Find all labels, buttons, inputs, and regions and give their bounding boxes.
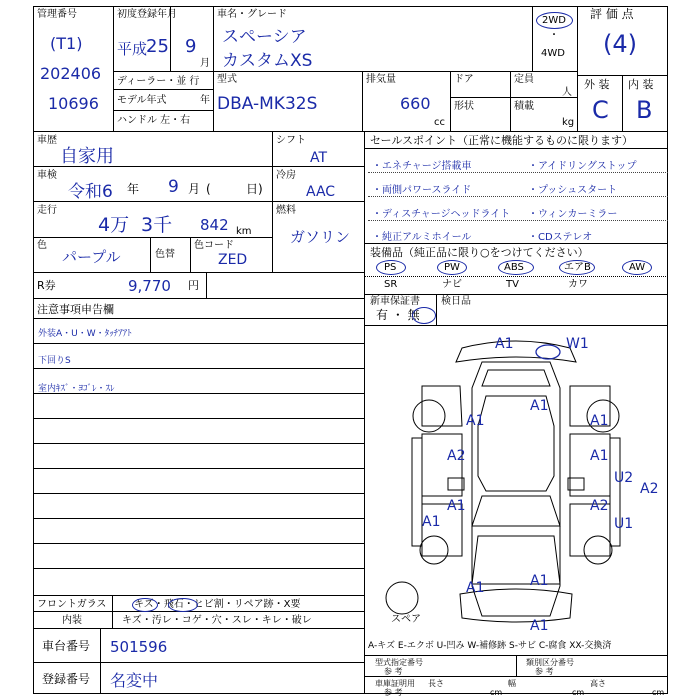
damage-mark-left-front-door: A1 xyxy=(447,498,466,514)
handle-label: ハンドル 左・右 xyxy=(117,115,191,126)
glass-circle-tobiishi xyxy=(168,598,198,612)
glass-circle-kizu xyxy=(132,598,158,612)
top-divider xyxy=(33,131,668,132)
kanri-value-1: (T1) xyxy=(50,34,83,53)
damage-mark-right-fender: U1 xyxy=(614,516,634,532)
soko-label: 走行 xyxy=(37,205,57,216)
equip-kawa: カワ xyxy=(568,279,588,290)
teiin-label: 定員 xyxy=(514,74,534,85)
interior-label: 内装 xyxy=(62,615,82,626)
sekisai-label: 積載 xyxy=(514,101,534,112)
dealer-label: ディーラー・並 行 xyxy=(117,76,200,87)
naiso-label: 内 装 xyxy=(628,78,654,91)
damage-mark-right-sill: A2 xyxy=(640,481,659,497)
sales-point: ・CDステレオ xyxy=(528,232,593,243)
keijo-label: 形状 xyxy=(454,101,474,112)
rken-unit: 円 xyxy=(188,279,199,292)
shaken-label: 車検 xyxy=(37,170,57,181)
sales-point: ・純正アルミホイール xyxy=(372,232,472,243)
haba-label: 幅 xyxy=(508,679,516,688)
soko-man: 4万 xyxy=(98,214,130,236)
note-line-2: 下回りS xyxy=(38,356,71,366)
color-code: ZED xyxy=(218,252,248,268)
haikiryo-label: 排気量 xyxy=(366,74,396,85)
equip-pw: PW xyxy=(444,262,460,273)
sales-point: ・プッシュスタート xyxy=(528,185,618,196)
kanri-label: 管理番号 xyxy=(37,9,77,20)
equip-airb: エアB xyxy=(564,262,591,273)
haikiryo: 660 xyxy=(400,94,431,113)
sales-point: ・両側パワースライド xyxy=(372,185,472,196)
equip-sr: SR xyxy=(384,279,398,290)
shift: AT xyxy=(310,150,328,166)
sanko-3: 参 考 xyxy=(384,688,403,697)
irogae-label: 色替 xyxy=(155,249,175,260)
damage-legend: A-キズ E-エクボ U-凹み W-補修跡 S-サビ C-腐食 XX-交換済 xyxy=(368,641,612,651)
katashiki: DBA-MK32S xyxy=(217,94,318,114)
hyoka-label: 評 価 点 xyxy=(590,7,634,21)
shodo-label: 初度登録年月 xyxy=(117,9,177,20)
damage-mark-rear-gate: W1 xyxy=(566,336,589,352)
warranty-label: 新車保証書 xyxy=(370,296,420,307)
rken: 9,770 xyxy=(128,277,171,295)
shaken-nen: 年 xyxy=(127,182,140,196)
sales-title: セールスポイント（正常に機能するものに限ります） xyxy=(370,134,634,147)
equip-ps: PS xyxy=(384,262,397,273)
chassis: 501596 xyxy=(110,638,168,656)
warranty-value: 有 ・ 無 xyxy=(376,308,420,322)
name-line2: カスタムXS xyxy=(222,51,313,71)
shareki: 自家用 xyxy=(60,146,114,167)
note-line-1: 外装A・U・W・ﾀｯﾁｱｱﾄ xyxy=(38,329,132,339)
rken-label: R券 xyxy=(37,279,56,292)
equip-aw: AW xyxy=(629,262,646,273)
equip-abs: ABS xyxy=(504,262,524,273)
shaken-month: 9 xyxy=(168,177,179,197)
front-glass-label: フロントガラス xyxy=(37,599,107,610)
damage-mark-left-door: A2 xyxy=(447,448,466,464)
shamei-label: 車名・グレード xyxy=(217,9,287,20)
warranty-circle xyxy=(412,307,436,324)
spare-label: スペア xyxy=(391,614,421,625)
damage-mark-left-sill: A1 xyxy=(422,514,441,530)
nenryo-label: 燃料 xyxy=(276,205,296,216)
sales-point: ・アイドリングストップ xyxy=(528,161,637,172)
damage-mark-right-door-a: A1 xyxy=(590,448,609,464)
equip-tv: TV xyxy=(506,279,519,290)
teiin-unit: 人 xyxy=(562,87,572,98)
ruibetsu-label: 類別区分番号 xyxy=(526,658,574,667)
damage-mark-roof: A1 xyxy=(530,398,549,414)
shaken-day-paren: ( xyxy=(206,182,211,196)
shareki-label: 車歴 xyxy=(37,135,57,146)
damage-mark-left-rear: A1 xyxy=(466,413,485,429)
year: 25 xyxy=(146,36,169,57)
shift-label: シフト xyxy=(276,135,306,146)
model-year-label: モデル年式 xyxy=(117,95,167,106)
shaken-day: 日) xyxy=(246,182,263,196)
nenryo: ガソリン xyxy=(290,228,351,246)
sales-point: ・ディスチャージヘッドライト xyxy=(372,209,511,220)
cc-unit: cc xyxy=(434,117,445,128)
katashiki-shitei-label: 型式指定番号 xyxy=(375,658,423,667)
damage-mark-right-rear: A1 xyxy=(590,413,609,429)
iro-label: 色 xyxy=(37,240,47,251)
iro: パープル xyxy=(62,248,121,266)
damage-mark-right-front-door: A2 xyxy=(590,498,609,514)
damage-mark-hood: A1 xyxy=(530,573,549,589)
drive-dot: ・ xyxy=(549,30,559,41)
cm-2: cm xyxy=(572,688,585,697)
shaken-era: 令和6 xyxy=(68,182,113,202)
notes-title: 注意事項申告欄 xyxy=(37,303,114,316)
era: 平成 xyxy=(117,40,148,58)
equipment-title: 装備品（純正品に限り○をつけてください） xyxy=(370,246,589,259)
reibo: AAC xyxy=(306,184,336,200)
damage-mark-left-fender: A1 xyxy=(466,580,485,596)
chassis-label: 車台番号 xyxy=(42,639,91,653)
equip-navi: ナビ xyxy=(442,279,462,290)
soko-unit: km xyxy=(236,226,252,237)
drive-2wd: 2WD xyxy=(542,15,566,26)
drive-4wd: 4WD xyxy=(541,48,565,59)
sales-point: ・ウィンカーミラー xyxy=(528,209,618,220)
naiso-grade: B xyxy=(636,96,653,124)
reibo-label: 冷房 xyxy=(276,170,296,181)
damage-mark-front-bumper: A1 xyxy=(530,618,549,634)
score: (4) xyxy=(603,30,637,58)
name-line1: スペーシア xyxy=(222,27,307,47)
reg-label: 登録番号 xyxy=(42,672,91,686)
cm-3: cm xyxy=(652,688,665,697)
front-glass-value: キズ・飛石・ヒビ割・リペア跡・X要 xyxy=(134,599,301,610)
kanri-value-3: 10696 xyxy=(48,94,99,113)
soko-sen: 3千 xyxy=(141,214,173,236)
model-year-unit: 年 xyxy=(200,95,210,106)
damage-mark-rear-bumper: A1 xyxy=(495,336,514,352)
katashiki-label: 型式 xyxy=(217,74,237,85)
gaiso-label: 外 装 xyxy=(584,78,610,91)
month-unit: 月 xyxy=(200,58,210,69)
reg: 名変中 xyxy=(110,671,159,690)
sanko-2: 参 考 xyxy=(535,667,554,676)
vehicle-label: 検日品 xyxy=(441,296,471,307)
nagasa-label: 長さ xyxy=(428,679,444,688)
door-label: ドア xyxy=(454,74,474,85)
note-line-3: 室内ｷｽﾞ・ﾖｺﾞﾚ・ｽﾚ xyxy=(38,384,115,394)
sales-point: ・エネチャージ搭載車 xyxy=(372,161,472,172)
cm-1: cm xyxy=(490,688,503,697)
shomei-label: 車庫証明用 xyxy=(375,679,415,688)
month: 9 xyxy=(185,36,197,57)
shaken-gatsu: 月 xyxy=(188,182,201,196)
takasa-label: 高さ xyxy=(590,679,606,688)
interior-value: キズ・汚レ・コゲ・穴・スレ・キレ・破レ xyxy=(122,615,312,626)
kanri-value-2: 202406 xyxy=(40,64,102,83)
damage-mark-right-door-u: U2 xyxy=(614,470,634,486)
soko-rest: 842 xyxy=(200,216,229,234)
sekisai-unit: kg xyxy=(562,117,575,128)
color-code-label: 色コード xyxy=(194,240,234,251)
sanko-1: 参 考 xyxy=(384,667,403,676)
gaiso-grade: C xyxy=(592,96,609,124)
